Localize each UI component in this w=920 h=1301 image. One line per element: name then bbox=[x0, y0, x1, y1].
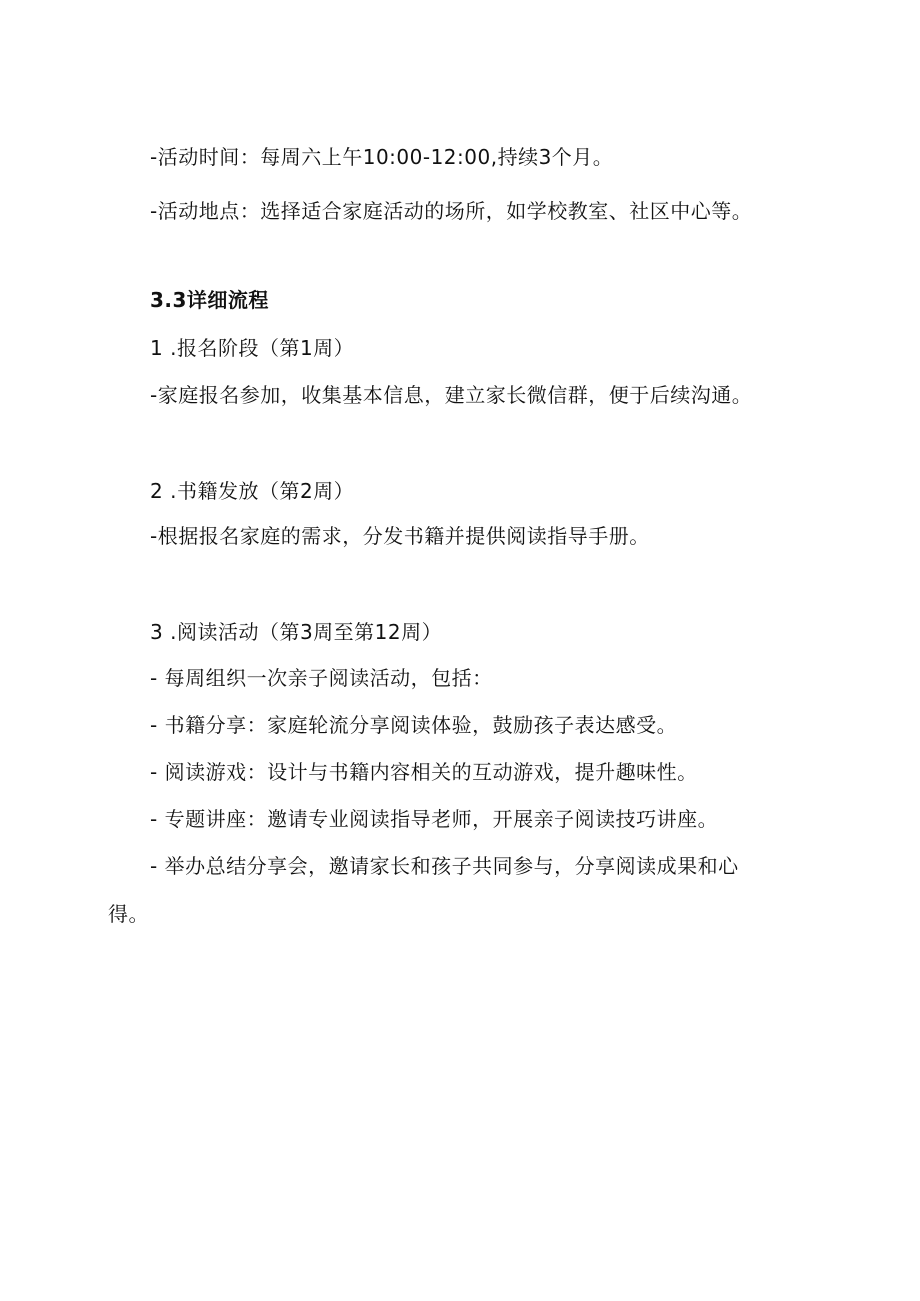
step-3-title: 3 .阅读活动（第3周至第12周） bbox=[150, 620, 443, 644]
step-3-book-sharing: - 书籍分享：家庭轮流分享阅读体验，鼓励孩子表达感受。 bbox=[150, 713, 678, 737]
step-3-overview: - 每周组织一次亲子阅读活动，包括： bbox=[150, 666, 493, 690]
step-2-title: 2 .书籍发放（第2周） bbox=[150, 479, 355, 503]
step-1-detail: -家庭报名参加，收集基本信息，建立家长微信群，便于后续沟通。 bbox=[150, 383, 753, 407]
step-1-title: 1 .报名阶段（第1周） bbox=[150, 336, 355, 360]
activity-time-line: -活动时间：每周六上午10:00-12:00,持续3个月。 bbox=[150, 145, 614, 169]
step-3-reading-games: - 阅读游戏：设计与书籍内容相关的互动游戏，提升趣味性。 bbox=[150, 760, 698, 784]
step-3-summary-line: - 举办总结分享会，邀请家长和孩子共同参与，分享阅读成果和心 bbox=[150, 854, 739, 878]
activity-location-line: -活动地点：选择适合家庭活动的场所，如学校教室、社区中心等。 bbox=[150, 199, 753, 223]
step-3-summary-continuation: 得。 bbox=[108, 902, 149, 926]
step-2-detail: -根据报名家庭的需求，分发书籍并提供阅读指导手册。 bbox=[150, 524, 650, 548]
step-3-lectures: - 专题讲座：邀请专业阅读指导老师，开展亲子阅读技巧讲座。 bbox=[150, 807, 719, 831]
section-heading: 3.3详细流程 bbox=[150, 288, 269, 312]
